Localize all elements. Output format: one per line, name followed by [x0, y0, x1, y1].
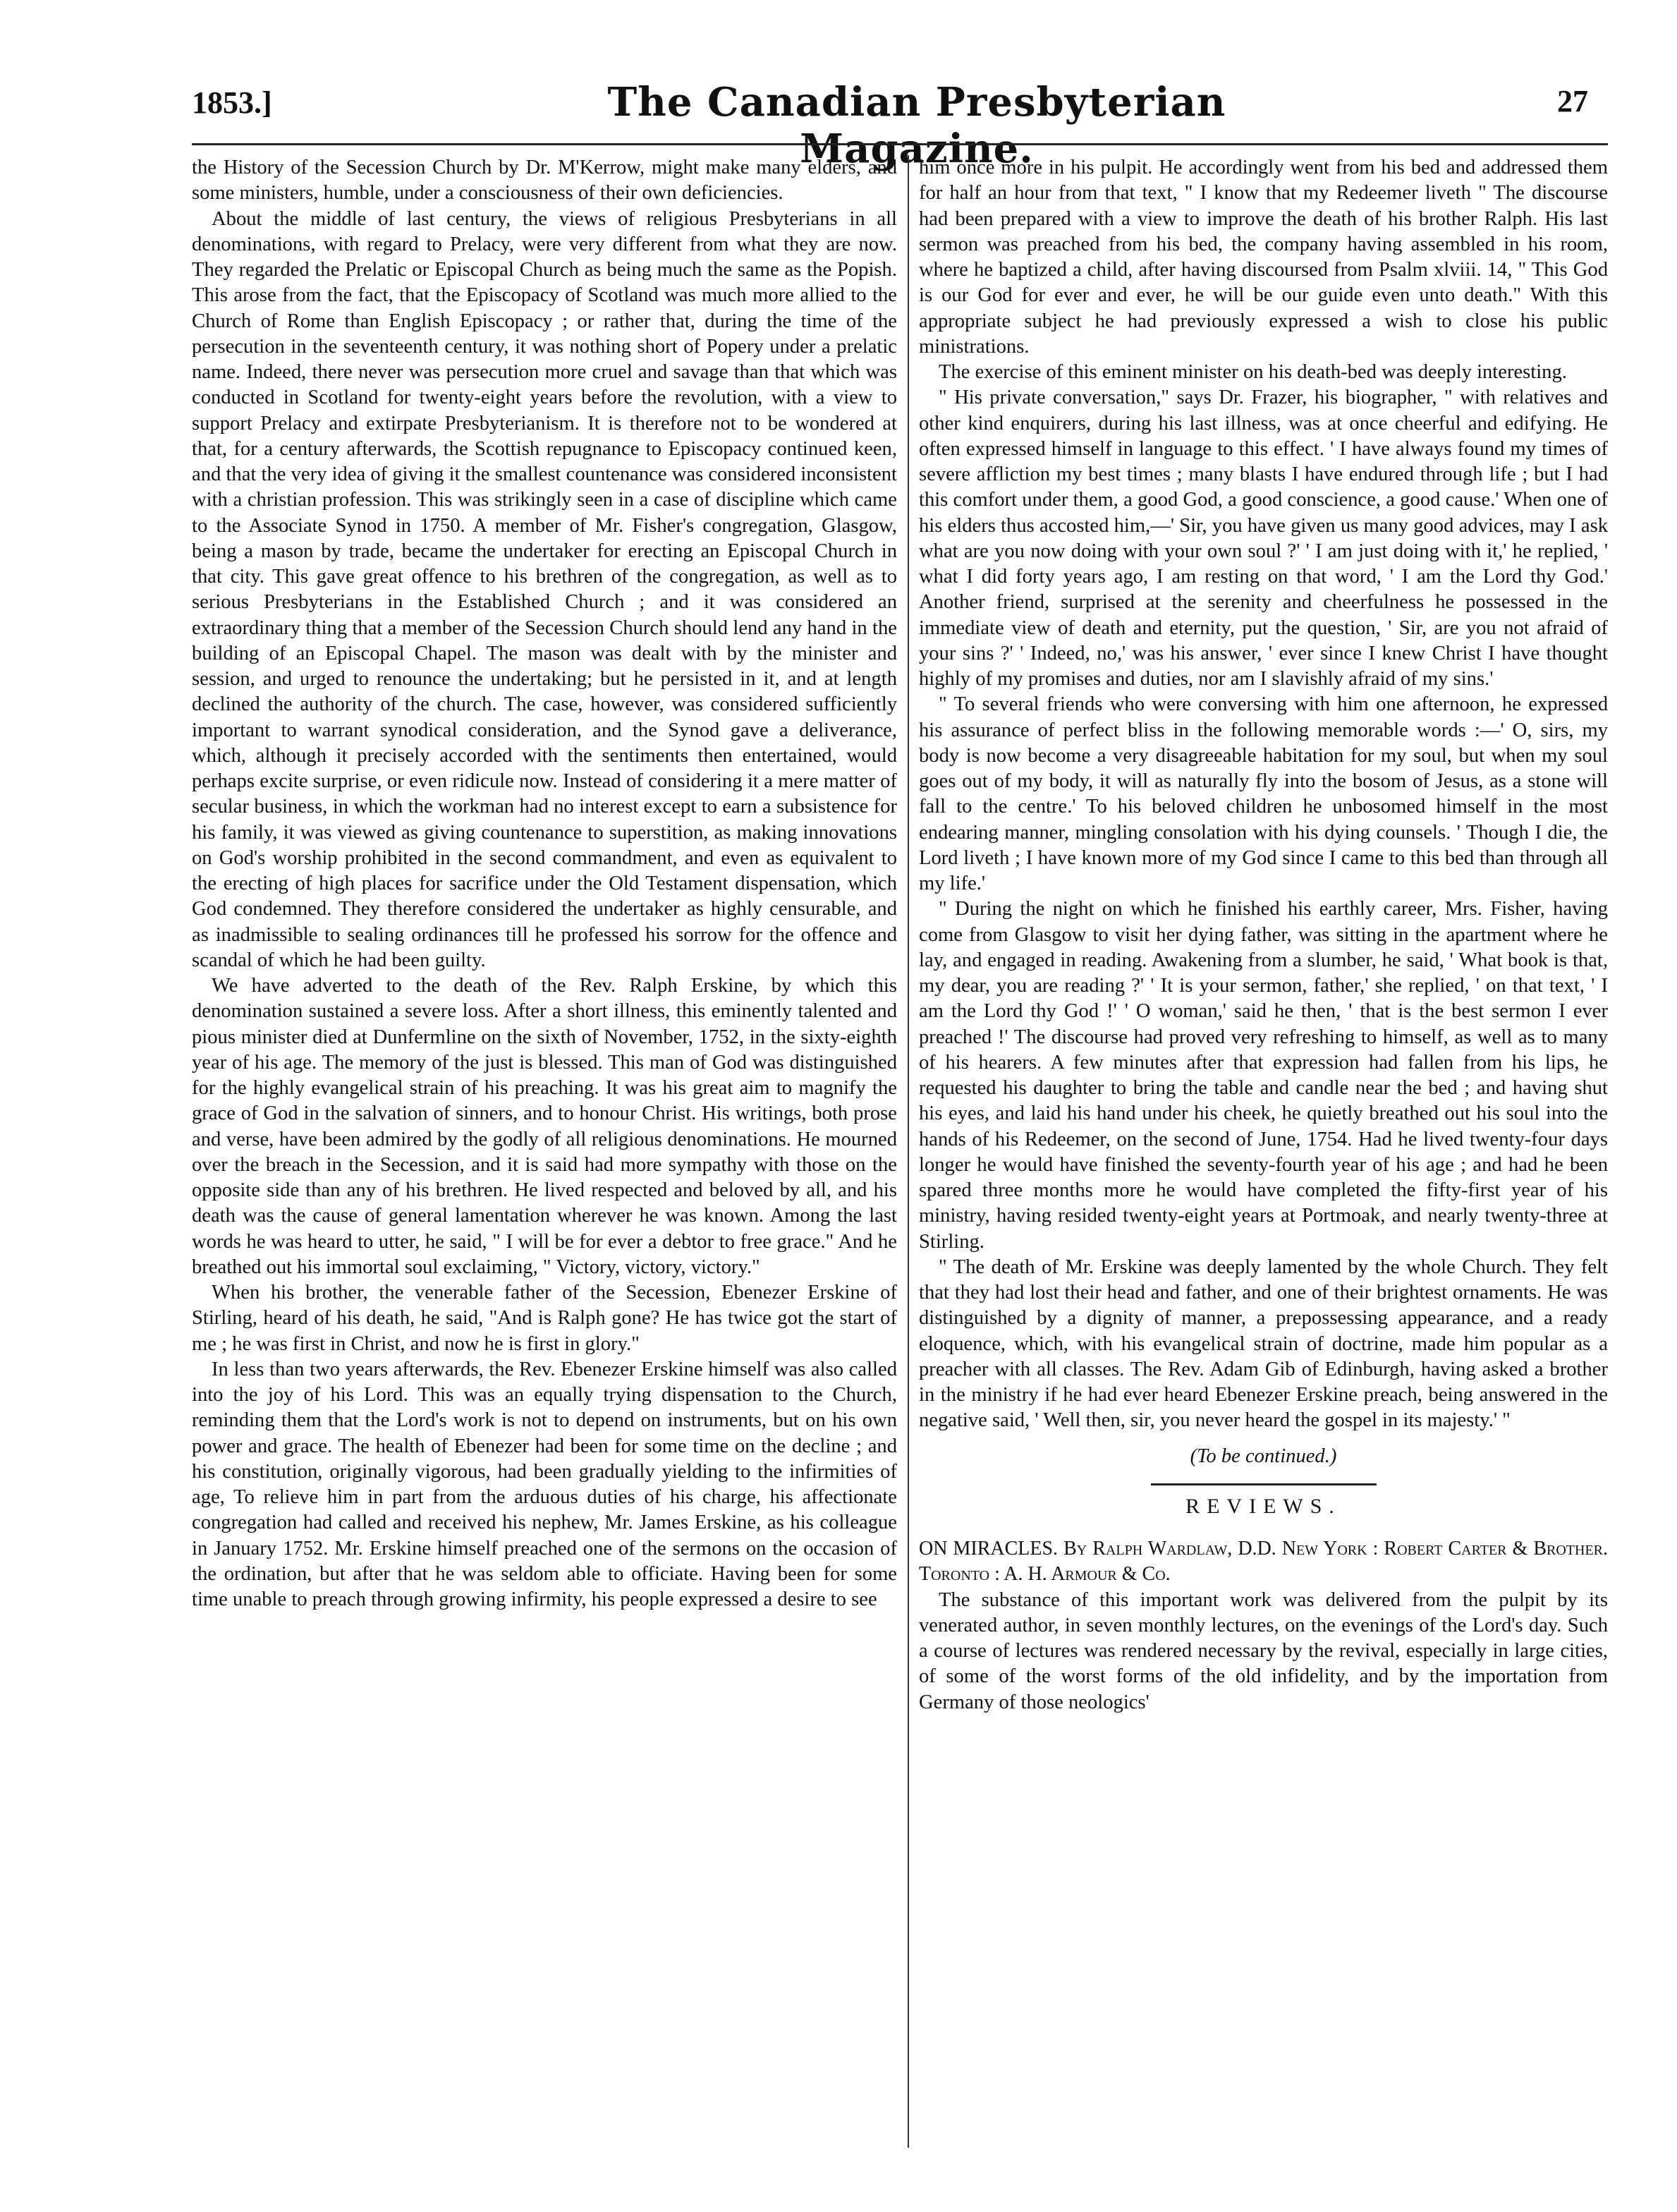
paragraph: " The death of Mr. Erskine was deeply lamented by the whole Church. They felt that they had lost their head and father, and one of their brightest ornaments. He was distinguished by a dignity of manner, a prepossessing appearance, and a ready eloquence, which, with his evangelical strain of doctrine, made him popular as a preacher with all classes. The Rev. Adam Gib of Edinburgh, having asked a brother in the ministry if he had ever heard Ebenezer Erskine preach, being answered in the negative said, ' Well then, sir, you never heard the gospel in its majesty.' " — [919, 1256, 1608, 1432]
paragraph: About the middle of last century, the views of religious Presbyterians in all denominations, with regard to Prelacy, were very different from what they are now. They regarded the Prelatic or Episcopal Church as being much the same as the Popish. This arose from the fact, that the Episcopacy of Scotland was much more allied to the Church of Rome than English Episcopacy ; or rather that, during the time of the persecution in the seventeenth century, it was nothing short of Popery under a prelatic name. Indeed, there never was persecution more cruel and savage than that which was conducted in Scotland for twenty-eight years before the revolution, with a view to support Prelacy and extirpate Presbyterianism. It is therefore not to be wondered at that, for a century afterwards, the Scottish repugnance to Episcopacy continued keen, and that the very idea of giving it the smallest countenance was considered inconsistent with a christian profession. This was strikingly seen in a case of discipline which came to the Associate Synod in 1750. A member of Mr. Fisher's congregation, Glasgow, being a mason by trade, became the undertaker for erecting an Episcopal Church in that city. This gave great offence to his brethren of the congregation, as well as to serious Presbyterians in the Established Church ; and it was considered an extraordinary thing that a member of the Secession Church should lend any hand in the building of an Episcopal Chapel. The mason was dealt with by the minister and session, and urged to renounce the undertaking; but he persisted in it, and at length declined the authority of the church. The case, however, was considered sufficiently important to warrant synodical consideration, and the Synod gave a deliverance, which, although it precisely accorded with the sentiments then entertained, would perhaps excite surprise, or even ridicule now. Instead of considering it a mere matter of secular business, in which the workman had no interest except to earn a subsistence for his family, it was viewed as giving countenance to superstition, as making innovations on God's worship prohibited in the second commandment, and even as equivalent to the erecting of high places for sacrifice under the Old Testament dispensation, which God condemned. They therefore considered the undertaker as highly censurable, and as inadmissible to sealing ordinances till he professed his sorrow for the offence and scandal of which he had been guilty. — [192, 207, 897, 971]
continued-note: (To be continued.) — [1190, 1445, 1337, 1467]
review-title: ON MIRACLES. — [919, 1538, 1059, 1560]
paragraph: When his brother, the venerable father of the Secession, Ebenezer Erskine of Stirling, heard of his death, he said, "And is Ralph gone? He has twice got the start of me ; he was first in Christ, and now he is first in glory." — [192, 1282, 897, 1355]
paragraph: In less than two years afterwards, the Rev. Ebenezer Erskine himself was also called into the joy of his Lord. This was an equally trying dispensation to the Church, reminding them that the Lord's work is not to depend on instruments, but on his own power and grace. The health of Ebenezer had been for some time on the decline ; and his constitution, originally vigorous, had been gradually yielding to the infirmities of age, To relieve him in part from the arduous duties of his charge, his affectionate congregation had called and received his nephew, Mr. James Erskine, as his colleague in January 1752. Mr. Erskine himself preached one of the sermons on the occasion of the ordination, but after that he was seldom able to officiate. Having been for some time unable to preach through growing infirmity, his people expressed a desire to see — [192, 1358, 897, 1610]
header-rule — [192, 143, 1608, 145]
review-title-line — [919, 1536, 1608, 1588]
left-column — [192, 155, 897, 2158]
paragraph: " To several friends who were conversing with him one afternoon, he expressed his assurance of perfect bliss in the following memorable words :—' O, sirs, my body is now become a very disagreeable habitation for my soul, but when my soul goes out of my body, it will as naturally fly into the bosom of Jesus, as a stone will fall to the centre.' To his beloved children he unbosomed himself in the most endearing manner, mingling consolation with his dying counsels. ' Though I die, the Lord liveth ; I have known more of my God since I came to this bed than through all my life.' — [919, 693, 1608, 894]
paragraph: the History of the Secession Church by Dr. M'Kerrow, might make many elders, and some ministers, humble, under a consciousness of their own deficiencies. — [192, 157, 897, 205]
paragraph: him once more in his pulpit. He accordingly went from his bed and addressed them for half an hour from that text, " I know that my Redeemer liveth " The discourse had been prepared with a view to improve the death of his brother Ralph. His last sermon was preached from his bed, the company having assembled in his room, where he baptized a child, after having discoursed from Psalm xlviii. 14, " This God is our God for ever and ever, he will be our guide even unto death." With this appropriate subject he had previously expressed a wish to close his public ministrations. — [919, 157, 1608, 358]
section-rule — [1151, 1483, 1377, 1485]
paragraph: " During the night on which he finished his earthly career, Mrs. Fisher, having come from Glasgow to visit her dying father, was sitting in the apartment where he lay, and engaged in reading. Awakening from a slumber, he said, ' What book is that, my dear, you are reading ?' ' It is your sermon, father,' she replied, ' on that text, ' I am the Lord thy God !' ' O woman,' said he then, ' that is the best sermon I ever preached !' The discourse had proved very refreshing to himself, as well as to many of his hearers. A few minutes after that expression had fallen from his lips, he requested his daughter to bring the table and candle near the bed ; and having shut his eyes, and laid his hand under his cheek, he quietly breathed out his soul into the hands of his Redeemer, on the second of June, 1754. Had he lived twenty-four days longer he would have finished the seventy-fourth year of his age ; and had he been spared three months more he would have completed the fifty-first year of his ministry, having resided twenty-eight years at Portmoak, and nearly twenty-three at Stirling. — [919, 898, 1608, 1253]
reviews-heading: REVIEWS. — [1185, 1494, 1341, 1518]
review-body: The substance of this important work was delivered from the pulpit by its venerated author, in seven monthly lectures, on the evenings of the Lord's day. Such a course of lectures was rendered necessary by the revival, especially in large cities, of some of the worst forms of the old infidelity, and by the importation from Germany of those neologics' — [919, 1588, 1608, 1713]
review-byline: By Ralph Wardlaw, D.D. New York : Robert Carter & Brother. Toronto : A. H. Armour & Co. — [919, 1538, 1609, 1586]
page-year: 1853.] — [192, 85, 272, 120]
page-number: 27 — [1557, 84, 1588, 119]
paragraph: We have adverted to the death of the Rev. Ralph Erskine, by which this denomination sustained a severe loss. After a short illness, this eminently talented and pious minister died at Dunfermline on the sixth of November, 1752, in the sixty-eighth year of his age. The memory of the just is blessed. This man of God was distinguished for the highly evangelical strain of his preaching. It was his great aim to magnify the grace of God in the salvation of sinners, and to honour Christ. His writings, both prose and verse, have been admired by the godly of all religious denominations. He mourned over the breach in the Secession, and it is said had more sympathy with those on the opposite side than any of his brethren. He lived respected and beloved by all, and his death was the cause of general lamentation wherever he was known. Among the last words he was heard to utter, he said, " I will be for ever a debtor to free grace." And he breathed out his immortal soul exclaiming, " Victory, victory, victory." — [192, 975, 897, 1278]
column-divider — [908, 155, 909, 2148]
right-column — [919, 155, 1608, 1961]
paragraph: The exercise of this eminent minister on his death-bed was deeply interesting. — [939, 361, 1567, 383]
magazine-masthead: The Canadian Presbyterian Magazine. — [607, 79, 1226, 172]
paragraph: " His private conversation," says Dr. Frazer, his biographer, " with relatives and other kind enquirers, during his last illness, was at once cheerful and edifying. He often expressed himself in language to this effect. ' I have always found my times of severe affliction my best times ; many blasts I have endured through life ; but I had this comfort under them, a good God, a good conscience, a good cause.' When one of his elders thus accosted him,—' Sir, you have given us many good advices, may I ask what are you now doing with your own soul ?' ' I am just doing with it,' he replied, ' what I did forty years ago, I am resting on that word, ' I am the Lord thy God.' Another friend, surprised at the serenity and cheerfulness he possessed in the immediate view of death and eternity, put the question, ' Sir, are you not afraid of your sins ?' ' Indeed, no,' was his answer, ' ever since I knew Christ I have thought highly of my promises and duties, nor am I slavishly afraid of my sins.' — [919, 387, 1608, 690]
